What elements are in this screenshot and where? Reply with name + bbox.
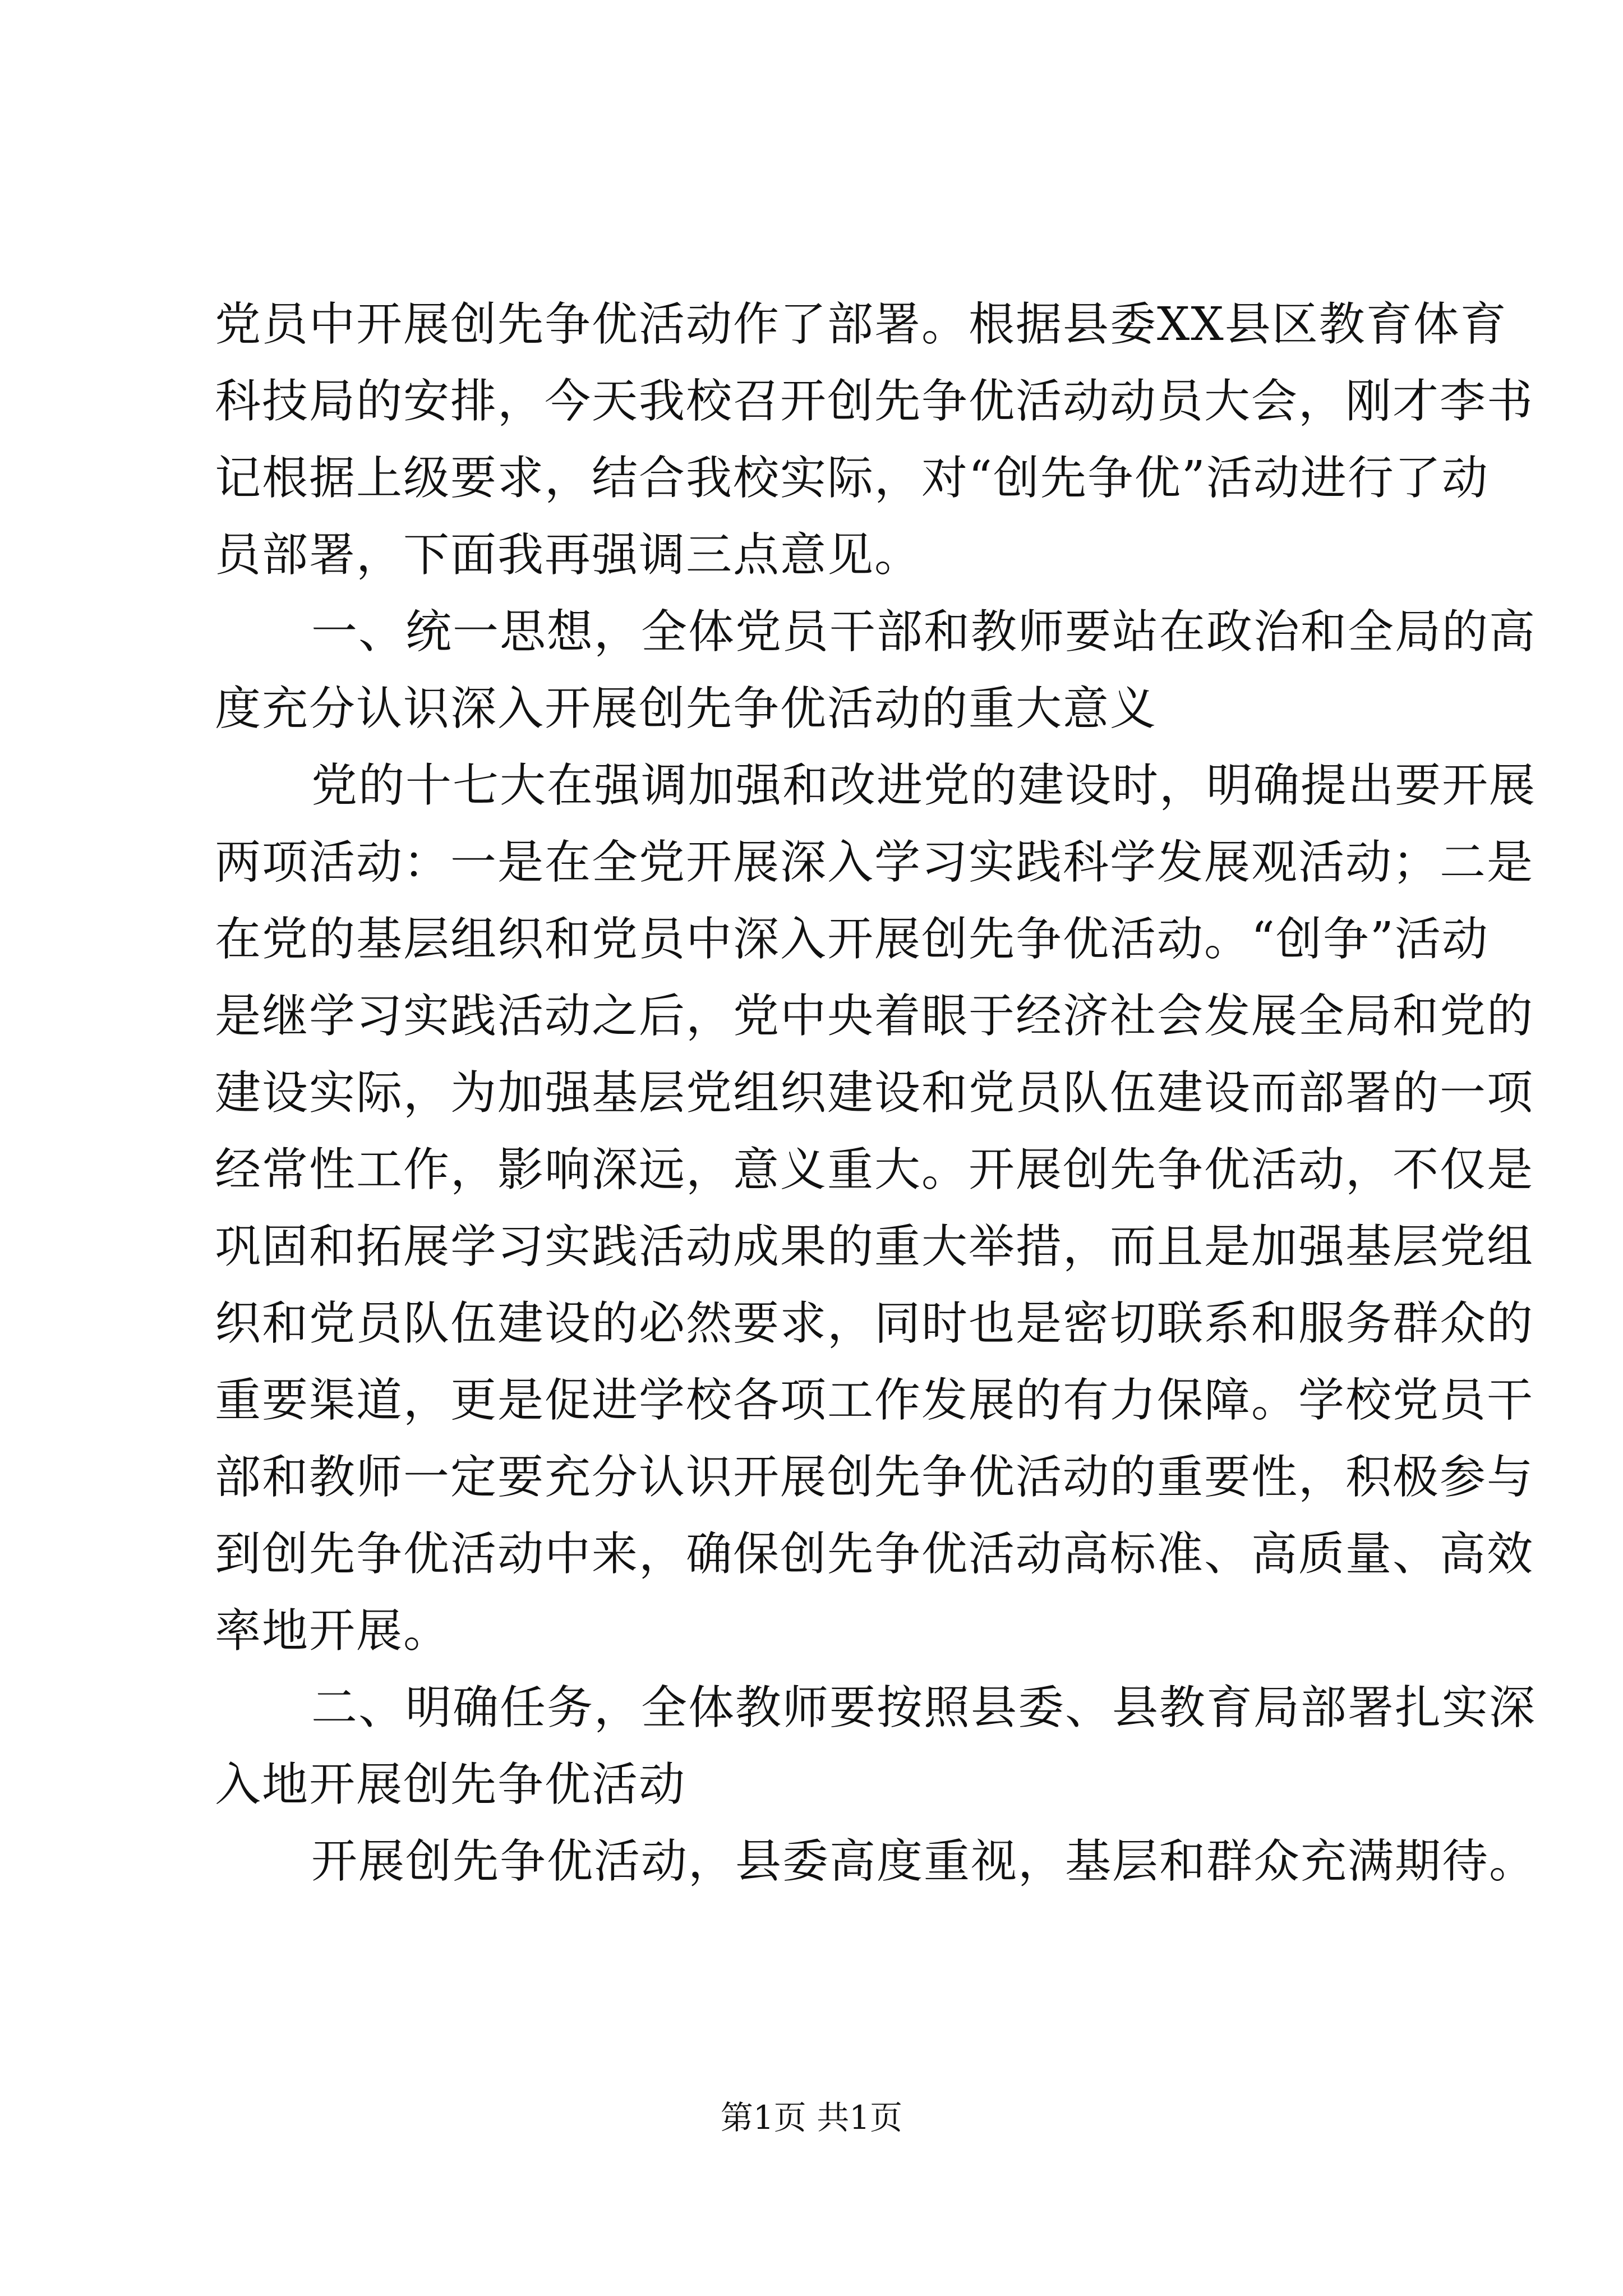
text-line-17: 到创先争优活动中来，确保创先争优活动高标准、高质量、高效: [215, 1527, 1534, 1581]
section-heading-1-line-2: 度充分认识深入开展创先争优活动的重大意义: [215, 682, 1158, 735]
text-line-21: 开展创先争优活动，县委高度重视，基层和群众充满期待。: [311, 1835, 1537, 1888]
section-heading-2-line-1: 二、明确任务，全体教师要按照县委、县教育局部署扎实深: [311, 1681, 1537, 1734]
text-line-15: 重要渠道，更是促进学校各项工作发展的有力保障。学校党员干: [215, 1374, 1534, 1427]
section-heading-1-line-1: 一、统一思想，全体党员干部和教师要站在政治和全局的高: [311, 605, 1537, 659]
document-body: [215, 286, 1537, 1900]
text-line-8: 两项活动：一是在全党开展深入学习实践科学发展观活动；二是: [215, 836, 1534, 889]
text-line-18: 率地开展。: [215, 1604, 451, 1658]
text-line-16: 部和教师一定要充分认识开展创先争优活动的重要性，积极参与: [215, 1451, 1534, 1504]
text-line-7: 党的十七大在强调加强和改进党的建设时，明确提出要开展: [311, 759, 1537, 812]
text-line-2: 科技局的安排，今天我校召开创先争优活动动员大会，刚才李书: [215, 375, 1534, 428]
text-line-13: 巩固和拓展学习实践活动成果的重大举措，而且是加强基层党组: [215, 1220, 1534, 1273]
text-line-10: 是继学习实践活动之后，党中央着眼于经济社会发展全局和党的: [215, 990, 1534, 1043]
section-heading-2-line-2: 入地开展创先争优活动: [215, 1758, 686, 1811]
text-line-14: 织和党员队伍建设的必然要求，同时也是密切联系和服务群众的: [215, 1297, 1534, 1350]
text-line-4: 员部署，下面我再强调三点意见。: [215, 528, 922, 582]
text-line-1: 党员中开展创先争优活动作了部署。根据县委XX县区教育体育: [215, 298, 1507, 351]
text-line-9: 在党的基层组织和党员中深入开展创先争优活动。“创争”活动: [215, 913, 1489, 966]
text-line-11: 建设实际，为加强基层党组织建设和党员队伍建设而部署的一项: [215, 1066, 1534, 1120]
text-line-3: 记根据上级要求，结合我校实际，对“创先争优”活动进行了动: [215, 452, 1489, 505]
text-line-12: 经常性工作，影响深远，意义重大。开展创先争优活动，不仅是: [215, 1143, 1534, 1197]
page-number-footer: 第1页 共1页: [720, 2099, 903, 2137]
